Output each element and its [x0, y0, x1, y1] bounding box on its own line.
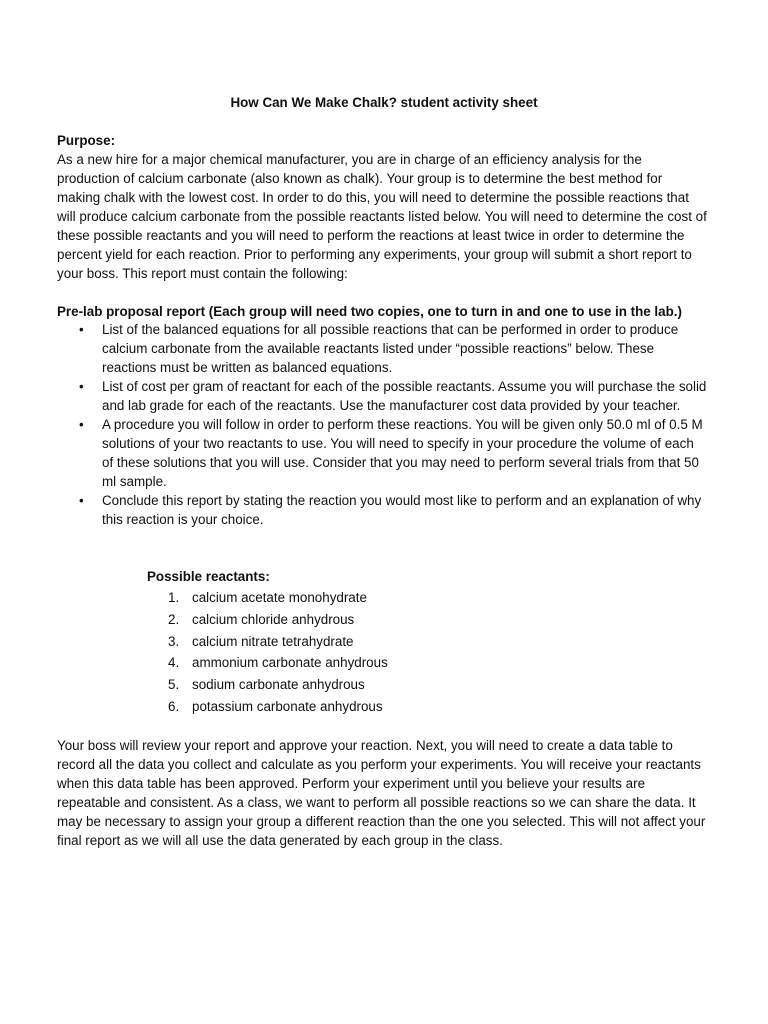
reactant-name: ammonium carbonate anhydrous: [192, 655, 388, 671]
list-item: [57, 415, 707, 491]
reactants-heading: Possible reactants:: [147, 569, 270, 584]
closing-text: Your boss will review your report and approve your reaction. Next, you will need to create a data table to record all the data you collect and calculate as you perform your experiments. You will receive your reactants when this data table has been approved. Perform your experiment until you believe your results are repeatable and consistent. As a class, we want to perform all possible reactions so we can share the data. It may be necessary to assign your group a different reaction than the one you selected. This will not affect your final report as we will all use the data generated by each group in the class.: [57, 738, 706, 848]
page-title: How Can We Make Chalk? student activity sheet: [230, 95, 538, 110]
list-item: [147, 696, 547, 718]
list-item: [147, 652, 547, 674]
reactants-section: [147, 567, 547, 718]
list-item: [57, 320, 707, 377]
list-item: [147, 631, 547, 653]
list-item: [147, 587, 547, 609]
purpose-text: As a new hire for a major chemical manufacturer, you are in charge of an efficiency analysis for the production of calcium carbonate (also known as chalk). Your group is to determine the best method for making chalk with the lowest cost. In order to do this, you will need to determine the possible reactions that will produce calcium carbonate from the possible reactants listed below. You will need to determine the cost of these possible reactants and you will need to perform the reactions at least twice in order to determine the percent yield for each reaction. Prior to performing any experiments, your group will submit a short report to your boss. This report must contain the following:: [57, 152, 707, 281]
closing-section: [57, 736, 707, 850]
prelab-heading: Pre-lab proposal report (Each group will need two copies, one to turn in and one to use in the lab.): [57, 304, 682, 319]
reactant-name: calcium acetate monohydrate: [192, 590, 367, 605]
list-number: 2.: [168, 611, 180, 627]
reactant-name: potassium carbonate anhydrous: [192, 698, 383, 714]
prelab-bullet-list: [57, 320, 707, 529]
purpose-heading: Purpose:: [57, 133, 116, 148]
list-number: 5.: [168, 677, 180, 693]
reactant-name: calcium nitrate tetrahydrate: [192, 633, 354, 649]
reactant-name: calcium chloride anhydrous: [192, 611, 355, 627]
bullet-text: List of the balanced equations for all possible reactions that can be performed in order to produce calcium carbonate from the available reactants listed under “possible reactions” below. These reactions must be written as balanced equations.: [102, 322, 679, 375]
bullet-icon: •: [79, 322, 84, 337]
bullet-text: A procedure you will follow in order to perform these reactions. You will be given only 50.0 ml of 0.5 M solutions of your two reactants to use. You will need to specify in your procedure the volume of each of these solutions that you will use. Consider that you may need to perform several trials from that 50 ml sample.: [102, 417, 703, 489]
bullet-text: List of cost per gram of reactant for each of the possible reactants. Assume you will purchase the solid and lab grade for each of the reactants. Use the manufacturer cost data provided by your teacher.: [102, 379, 707, 413]
purpose-section: [57, 131, 707, 283]
reactant-name: sodium carbonate anhydrous: [192, 677, 365, 693]
bullet-icon: •: [79, 379, 84, 394]
list-number: 3.: [168, 633, 180, 649]
list-number: 4.: [168, 655, 180, 671]
bullet-icon: •: [79, 493, 84, 508]
list-item: [147, 609, 547, 631]
bullet-icon: •: [79, 417, 84, 432]
reactants-list: [147, 587, 547, 718]
list-number: 6.: [168, 698, 180, 714]
bullet-text: Conclude this report by stating the reaction you would most like to perform and an explanation of why this reaction is your choice.: [102, 493, 702, 527]
list-item: [147, 674, 547, 696]
list-item: [57, 377, 707, 415]
list-item: [57, 491, 707, 529]
list-number: 1.: [168, 590, 180, 605]
